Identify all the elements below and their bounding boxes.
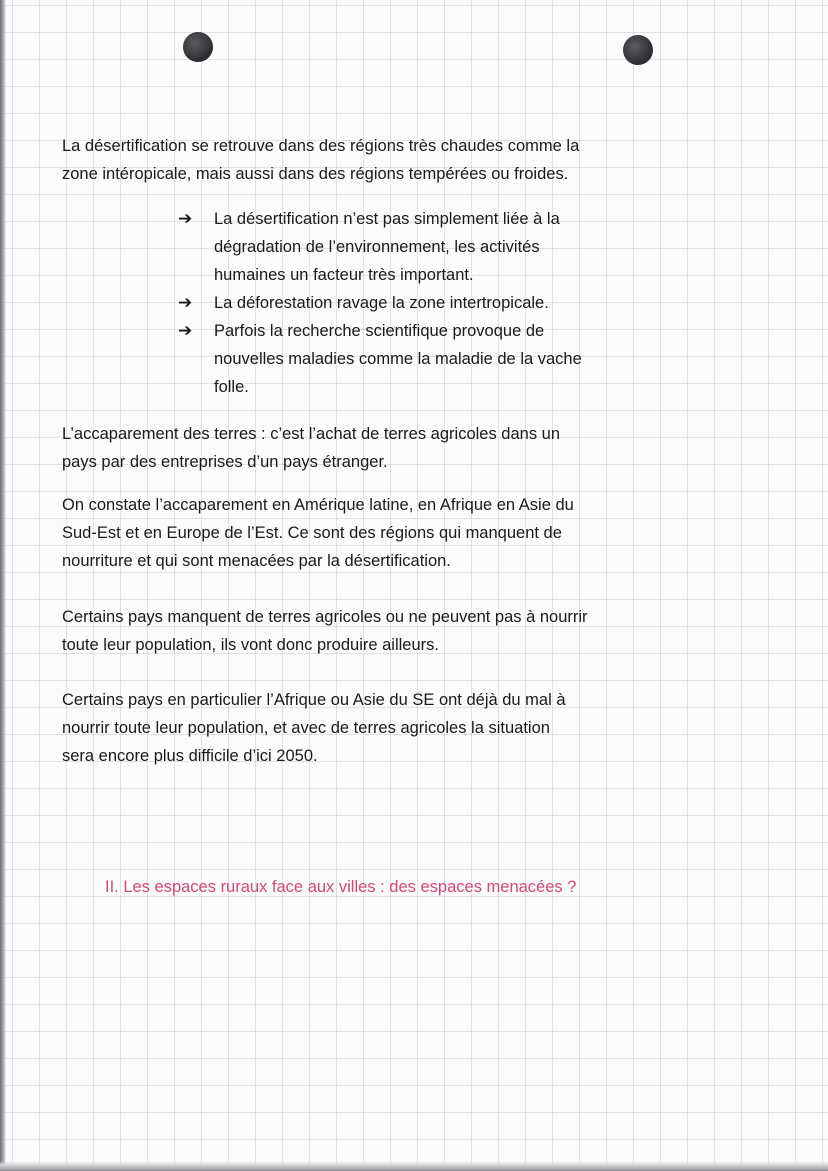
paragraph-desertification [62, 132, 579, 188]
bullet-item [178, 205, 582, 289]
paragraph-line: toute leur population, ils vont donc produire ailleurs. [62, 636, 439, 654]
punch-hole-left [183, 32, 213, 62]
paragraph-line: zone intéropicale, mais aussi dans des régions tempérées ou froides. [62, 165, 569, 183]
bullet-line: folle. [214, 378, 249, 396]
paragraph-line: Sud-Est et en Europe de l’Est. Ce sont des régions qui manquent de [62, 524, 562, 542]
section-heading: II. Les espaces ruraux face aux villes : des espaces menacées ? [105, 878, 577, 896]
paragraph-line: Certains pays manquent de terres agricoles ou ne peuvent pas à nourrir [62, 608, 588, 626]
arrow-icon: ➔ [178, 321, 193, 340]
paragraph-line: pays par des entreprises d’un pays étranger. [62, 453, 388, 471]
punch-hole-right [623, 35, 653, 65]
bullet-list [178, 205, 582, 401]
bullet-line: dégradation de l’environnement, les activités [214, 238, 540, 256]
paragraph-line: Certains pays en particulier l’Afrique ou Asie du SE ont déjà du mal à [62, 691, 566, 709]
arrow-icon: ➔ [178, 293, 193, 312]
bullet-line: humaines un facteur très important. [214, 266, 474, 284]
paragraph-land-grabbing-regions [62, 491, 574, 575]
bullet-line: La désertification n’est pas simplement liée à la [214, 210, 560, 228]
paragraph-land-grabbing-definition [62, 420, 560, 476]
bullet-line: La déforestation ravage la zone intertropicale. [214, 294, 549, 312]
bullet-line: Parfois la recherche scientifique provoque de [214, 322, 545, 340]
arrow-icon: ➔ [178, 209, 193, 228]
bullet-item [178, 317, 582, 401]
paragraph-line: La désertification se retrouve dans des régions très chaudes comme la [62, 137, 580, 155]
paragraph-line: L’accaparement des terres : c’est l’achat de terres agricoles dans un [62, 425, 561, 443]
page-bottom-shadow [0, 1161, 828, 1171]
paragraph-food-difficulty [62, 686, 566, 770]
bullet-item [178, 289, 582, 317]
page-left-shadow [0, 0, 6, 1171]
paragraph-line: nourriture et qui sont menacées par la désertification. [62, 552, 451, 570]
paragraph-lacking-land [62, 603, 588, 659]
paragraph-line: nourrir toute leur population, et avec de terres agricoles la situation [62, 719, 550, 737]
paragraph-line: sera encore plus difficile d’ici 2050. [62, 747, 318, 765]
paragraph-line: On constate l’accaparement en Amérique latine, en Afrique en Asie du [62, 496, 574, 514]
bullet-line: nouvelles maladies comme la maladie de la vache [214, 350, 582, 368]
